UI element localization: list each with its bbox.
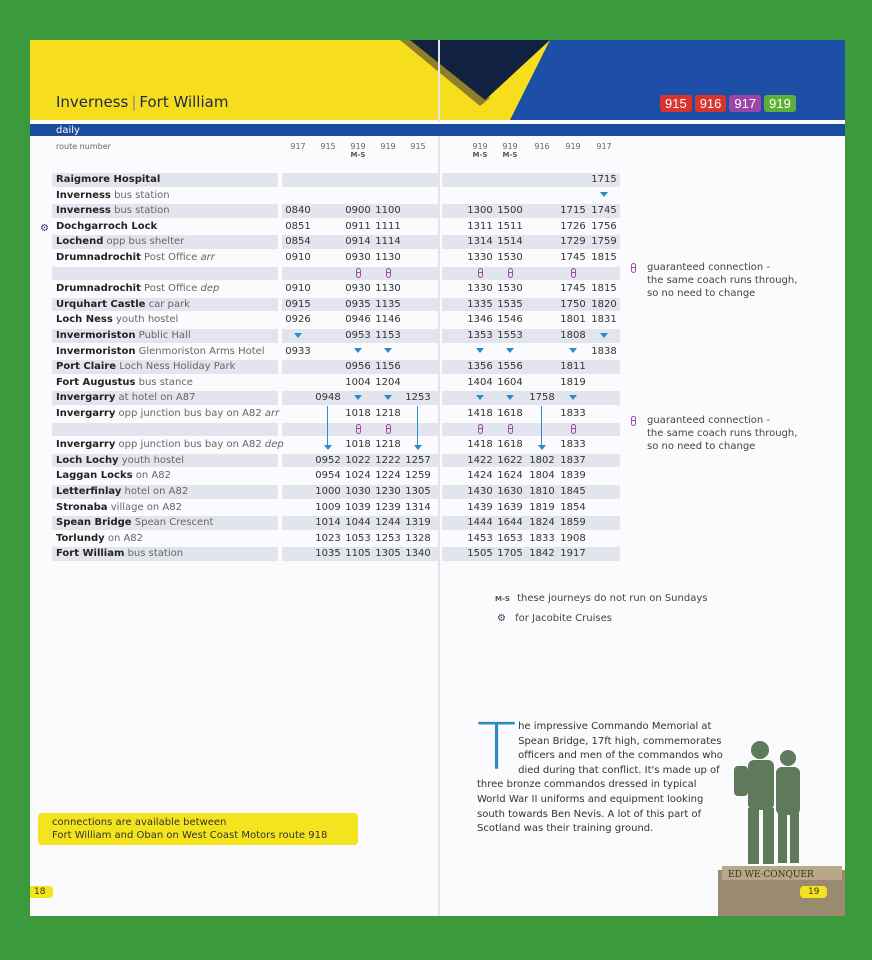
departure-time: 1053 (345, 532, 371, 544)
departure-time: 0910 (285, 252, 311, 263)
departure-time: 1305 (405, 486, 431, 497)
stop-name: Lochend opp bus shelter (56, 236, 185, 248)
timetable-spread (30, 40, 845, 916)
departure-time: 0840 (285, 205, 311, 217)
timetable-row (52, 422, 620, 438)
stop-name: Invergarry opp junction bus bay on A82 arr (56, 408, 280, 419)
departure-time: 1230 (375, 486, 401, 497)
timetable-row (52, 266, 620, 282)
stop-name: Drumnadrochit Post Office dep (56, 283, 220, 295)
departure-time (371, 390, 405, 406)
route-number: 919 (472, 142, 488, 151)
departure-time: 0954 (315, 470, 341, 482)
departure-time: 1135 (375, 298, 401, 310)
departure-time: 1831 (591, 314, 617, 326)
departure-time (587, 328, 621, 344)
departure-time: 1330 (467, 283, 493, 295)
departure-time: 1000 (315, 486, 341, 497)
departure-time: 1917 (560, 548, 586, 560)
stop-name: Invermoriston Glenmoriston Arms Hotel (56, 345, 265, 357)
arrow-line (541, 437, 542, 445)
departure-time: 1346 (467, 314, 493, 326)
departure-time: 0854 (285, 236, 311, 248)
connection-note-1: guaranteed connection - the same coach runs through, so no need to change (633, 261, 797, 300)
timetable-row (52, 312, 620, 328)
route-column-header (311, 142, 345, 151)
title-separator: | (131, 93, 137, 111)
destination: Fort William (139, 93, 229, 111)
timetable-row (52, 468, 620, 484)
continues-down-icon (384, 348, 392, 353)
continues-down-icon (476, 395, 484, 400)
departure-time: 1422 (467, 454, 493, 466)
timetable-row (52, 250, 620, 266)
departure-time: 0910 (285, 283, 311, 295)
timetable-row (52, 234, 620, 250)
departure-time: 1815 (591, 252, 617, 263)
route-column-header (401, 142, 435, 151)
departure-time: 1257 (405, 454, 431, 466)
departure-time: 1505 (467, 548, 493, 560)
timetable-row (52, 500, 620, 516)
departure-time: 1146 (375, 314, 401, 326)
departure-time: 1729 (560, 236, 586, 248)
departure-time: 1804 (529, 470, 555, 482)
departure-time: 1328 (405, 532, 431, 544)
route-column-header (281, 142, 315, 151)
departure-time: 1224 (375, 470, 401, 482)
jacobite-text: for Jacobite Cruises (515, 613, 612, 624)
departure-time: 1222 (375, 454, 401, 466)
timetable-row (52, 359, 620, 375)
departure-time (401, 437, 435, 453)
departure-time: 1218 (375, 439, 401, 451)
departure-time (493, 344, 527, 360)
route-badge-916: 916 (695, 95, 727, 112)
stop-name: Torlundy on A82 (56, 532, 144, 544)
stop-name: Port Claire Loch Ness Holiday Park (56, 361, 236, 373)
departure-time: 0953 (345, 330, 371, 341)
timetable-row (40, 219, 620, 235)
stop-name: Spean Bridge Spean Crescent (56, 517, 214, 529)
timetable-row (52, 281, 620, 297)
route-badge-919: 919 (764, 95, 796, 112)
stop-name: Fort William bus station (56, 548, 184, 560)
departure-time: 1745 (560, 283, 586, 295)
commando-memorial-story (477, 711, 727, 837)
connection-icon (508, 424, 513, 434)
departure-time: 0851 (285, 220, 311, 232)
departure-time: 1750 (560, 298, 586, 310)
departure-time: 1004 (345, 376, 371, 388)
departure-time: 1418 (467, 408, 493, 419)
timetable-row (52, 172, 620, 188)
departure-time: 0900 (345, 205, 371, 217)
page-number-left: 18 (30, 886, 53, 898)
route-column-header (493, 142, 527, 159)
route-badges (660, 95, 796, 112)
continues-down-icon (506, 395, 514, 400)
departure-time: 1745 (560, 252, 586, 263)
departure-time (371, 344, 405, 360)
timetable-row (52, 515, 620, 531)
continues-down-icon (384, 395, 392, 400)
departure-time: 1356 (467, 361, 493, 373)
day-note: M-S (472, 151, 488, 159)
departure-time: 1556 (497, 361, 523, 373)
departure-time: 1314 (405, 501, 431, 513)
departure-time: 1335 (467, 298, 493, 310)
departure-time (341, 422, 375, 438)
stop-name: Invergarry at hotel on A87 (56, 392, 196, 404)
timetable-row (52, 328, 620, 344)
connections-info-box: connections are available between Fort William and Oban on West Coast Motors route 918 (38, 813, 358, 845)
departure-time: 1311 (467, 220, 493, 232)
continues-down-icon (354, 348, 362, 353)
departure-time: 1845 (560, 486, 586, 497)
route-number: 919 (350, 142, 366, 151)
timetable-row (52, 188, 620, 204)
departure-time (311, 437, 345, 453)
departure-time: 1039 (345, 501, 371, 513)
timetable-row (52, 344, 620, 360)
departure-time: 1514 (497, 236, 523, 248)
departure-time: 1314 (467, 236, 493, 248)
departure-time: 1453 (467, 532, 493, 544)
departure-time: 1802 (529, 454, 555, 466)
connection-icon (356, 268, 361, 278)
stop-name: Raigmore Hospital (56, 174, 161, 185)
departure-time: 1908 (560, 532, 586, 544)
departure-time: 1500 (497, 205, 523, 217)
departure-time: 1404 (467, 376, 493, 388)
departure-time: 1839 (560, 470, 586, 482)
departure-time: 1111 (375, 220, 401, 232)
connection-icon (571, 268, 576, 278)
departure-time (587, 188, 621, 204)
continues-down-icon (569, 395, 577, 400)
departure-time: 1819 (529, 501, 555, 513)
departure-time: 1759 (591, 236, 617, 248)
connection-icon (478, 268, 483, 278)
departure-time (463, 390, 497, 406)
departure-time: 1253 (405, 392, 431, 404)
connection-icon (356, 424, 361, 434)
route-badge-915: 915 (660, 95, 692, 112)
stop-name: Letterfinlay hotel on A82 (56, 486, 189, 497)
departure-time: 1018 (345, 439, 371, 451)
timetable-row (52, 297, 620, 313)
departure-time: 1319 (405, 517, 431, 529)
route-badge-917: 917 (729, 95, 761, 112)
route-column-header (556, 142, 590, 151)
departure-time: 1833 (560, 439, 586, 451)
arrow-head-icon (414, 445, 422, 450)
departure-time (371, 266, 405, 282)
ship-icon: ⚙ (497, 613, 506, 624)
departure-time: 1546 (497, 314, 523, 326)
route-number-label: route number (56, 142, 111, 151)
departure-time (281, 328, 315, 344)
departure-time: 1726 (560, 220, 586, 232)
departure-time: 1340 (405, 548, 431, 560)
route-title (56, 93, 228, 111)
daily-bar: daily (30, 122, 845, 136)
departure-time (493, 390, 527, 406)
connection-icon (386, 268, 391, 278)
stop-name: Fort Augustus bus stance (56, 376, 193, 388)
ms-symbol: M-S (495, 595, 510, 603)
departure-time: 1130 (375, 283, 401, 295)
departure-time: 1644 (497, 517, 523, 529)
departure-time: 1100 (375, 205, 401, 217)
timetable-row (52, 437, 620, 453)
departure-time: 1618 (497, 439, 523, 451)
departure-time: 0952 (315, 454, 341, 466)
departure-time: 1756 (591, 220, 617, 232)
departure-time: 1630 (497, 486, 523, 497)
route-column-header (371, 142, 405, 151)
page-number-right: 19 (800, 886, 827, 898)
departure-time: 1353 (467, 330, 493, 341)
timetable-row (52, 484, 620, 500)
timetable-row (52, 203, 620, 219)
route-column-header (525, 142, 559, 151)
departure-time: 1305 (375, 548, 401, 560)
route-number: 915 (410, 142, 426, 151)
arrow-line (327, 437, 328, 445)
arrow-line (541, 406, 542, 422)
departure-time (341, 266, 375, 282)
connection-icon (631, 263, 636, 273)
departure-time: 1218 (375, 408, 401, 419)
departure-time: 1715 (591, 174, 617, 185)
connection-note-2: guaranteed connection - the same coach runs through, so no need to change (633, 414, 797, 453)
timetable-row (52, 375, 620, 391)
departure-time: 1833 (529, 532, 555, 544)
departure-time: 0948 (315, 392, 341, 404)
departure-time: 0915 (285, 298, 311, 310)
departure-time: 1854 (560, 501, 586, 513)
departure-time: 1820 (591, 298, 617, 310)
stop-name: Invermoriston Public Hall (56, 330, 191, 341)
departure-time: 1837 (560, 454, 586, 466)
connection-icon (478, 424, 483, 434)
departure-time: 1819 (560, 376, 586, 388)
continues-down-icon (600, 333, 608, 338)
continues-down-icon (476, 348, 484, 353)
arrow-line (417, 437, 418, 445)
route-number: 917 (596, 142, 612, 151)
departure-time: 1810 (529, 486, 555, 497)
route-number: 919 (380, 142, 396, 151)
departure-time: 1553 (497, 330, 523, 341)
departure-time: 0930 (345, 283, 371, 295)
continues-down-icon (569, 348, 577, 353)
route-column-header (587, 142, 621, 151)
stop-name: Urquhart Castle car park (56, 298, 190, 310)
stop-name: ⚙ Dochgarroch Lock (56, 219, 157, 235)
continues-down-icon (600, 192, 608, 197)
departure-time: 1815 (591, 283, 617, 295)
departure-time: 1105 (345, 548, 371, 560)
departure-time (463, 344, 497, 360)
stop-name: Invergarry opp junction bus bay on A82 dep (56, 439, 284, 451)
route-number: 919 (502, 142, 518, 151)
day-note: M-S (350, 151, 366, 159)
departure-time: 1624 (497, 470, 523, 482)
stop-name: Inverness bus station (56, 205, 170, 217)
stop-name: Drumnadrochit Post Office arr (56, 252, 215, 263)
continues-down-icon (506, 348, 514, 353)
stop-name: Loch Lochy youth hostel (56, 454, 185, 466)
route-number: 916 (534, 142, 550, 151)
departure-time: 1018 (345, 408, 371, 419)
route-column-header (341, 142, 375, 159)
departure-time: 1439 (467, 501, 493, 513)
arrow-head-icon (324, 445, 332, 450)
departure-time: 0930 (345, 252, 371, 263)
story-text: he impressive Commando Memorial at Spean Bridge, 17ft high, commemorates officers and men of the commandos who died during that conflict. It's made up of three bronze commandos dressed in typical World War II uniforms and equipment looking south towards Ben Nevis. A lot of this part of Scotland was their training ground. (477, 721, 723, 835)
departure-time: 1300 (467, 205, 493, 217)
jacobite-key (497, 612, 612, 625)
departure-time: 1745 (591, 205, 617, 217)
timetable-row (52, 453, 620, 469)
departure-time: 1156 (375, 361, 401, 373)
stop-name: Laggan Locks on A82 (56, 470, 171, 482)
departure-time: 1801 (560, 314, 586, 326)
departure-time: 0933 (285, 345, 311, 357)
departure-time: 1811 (560, 361, 586, 373)
stop-name: Stronaba village on A82 (56, 501, 183, 513)
departure-time: 1535 (497, 298, 523, 310)
continues-down-icon (294, 333, 302, 338)
departure-time: 1130 (375, 252, 401, 263)
departure-time: 1653 (497, 532, 523, 544)
departure-time: 1024 (345, 470, 371, 482)
departure-time: 1204 (375, 376, 401, 388)
connection-icon (631, 416, 636, 426)
departure-time: 1530 (497, 283, 523, 295)
departure-time: 1239 (375, 501, 401, 513)
departure-time: 1418 (467, 439, 493, 451)
timetable-row (52, 531, 620, 547)
arrow-line (327, 422, 328, 438)
arrow-head-icon (538, 445, 546, 450)
departure-time (463, 422, 497, 438)
continues-down-icon (354, 395, 362, 400)
day-note: M-S (502, 151, 518, 159)
departure-time: 1259 (405, 470, 431, 482)
route-column-header (463, 142, 497, 159)
departure-time: 1330 (467, 252, 493, 263)
plinth-inscription: ED WE·CONQUER (728, 870, 814, 880)
departure-time: 1153 (375, 330, 401, 341)
departure-time: 1244 (375, 517, 401, 529)
departure-time (341, 344, 375, 360)
departure-time: 1014 (315, 517, 341, 529)
arrow-line (327, 406, 328, 422)
departure-time: 1705 (497, 548, 523, 560)
departure-time: 0956 (345, 361, 371, 373)
departure-time: 1859 (560, 517, 586, 529)
departure-time (463, 266, 497, 282)
departure-time: 1758 (529, 392, 555, 404)
origin: Inverness (56, 93, 129, 111)
ms-text: these journeys do not run on Sundays (517, 593, 708, 604)
departure-time: 1604 (497, 376, 523, 388)
arrow-line (417, 422, 418, 438)
departure-time (371, 422, 405, 438)
stop-name: Inverness bus station (56, 189, 170, 201)
departure-time: 1430 (467, 486, 493, 497)
route-number: 919 (565, 142, 581, 151)
timetable-row (52, 546, 620, 562)
departure-time: 1424 (467, 470, 493, 482)
route-number: 917 (290, 142, 306, 151)
timetable-row (52, 406, 620, 422)
departure-time: 1044 (345, 517, 371, 529)
departure-time: 1035 (315, 548, 341, 560)
departure-time: 1023 (315, 532, 341, 544)
departure-time: 1030 (345, 486, 371, 497)
departure-time: 1824 (529, 517, 555, 529)
departure-time (556, 344, 590, 360)
departure-time: 1833 (560, 408, 586, 419)
arrow-line (417, 406, 418, 422)
arrow-line (541, 422, 542, 438)
departure-time: 1009 (315, 501, 341, 513)
departure-time: 1622 (497, 454, 523, 466)
ms-key (495, 592, 707, 606)
departure-time: 0911 (345, 220, 371, 232)
departure-time (556, 266, 590, 282)
departure-time (556, 422, 590, 438)
departure-time: 1511 (497, 220, 523, 232)
departure-time (341, 390, 375, 406)
connection-icon (386, 424, 391, 434)
departure-time: 1715 (560, 205, 586, 217)
departure-time: 0946 (345, 314, 371, 326)
stop-name: Loch Ness youth hostel (56, 314, 179, 326)
departure-time: 1022 (345, 454, 371, 466)
departure-time (493, 422, 527, 438)
departure-time: 0935 (345, 298, 371, 310)
departure-time: 1808 (560, 330, 586, 341)
departure-time: 1253 (375, 532, 401, 544)
route-number: 915 (320, 142, 336, 151)
connection-icon (508, 268, 513, 278)
departure-time: 1842 (529, 548, 555, 560)
timetable-row (52, 390, 620, 406)
departure-time: 1530 (497, 252, 523, 263)
drop-cap: T (477, 711, 517, 785)
departure-time: 0926 (285, 314, 311, 326)
departure-time (493, 266, 527, 282)
departure-time (556, 390, 590, 406)
departure-time: 1639 (497, 501, 523, 513)
departure-time: 1444 (467, 517, 493, 529)
departure-time: 1838 (591, 345, 617, 357)
departure-time: 1618 (497, 408, 523, 419)
departure-time: 1114 (375, 236, 401, 248)
departure-time (525, 437, 559, 453)
ship-icon: ⚙ (40, 222, 49, 234)
connection-icon (571, 424, 576, 434)
departure-time: 0914 (345, 236, 371, 248)
